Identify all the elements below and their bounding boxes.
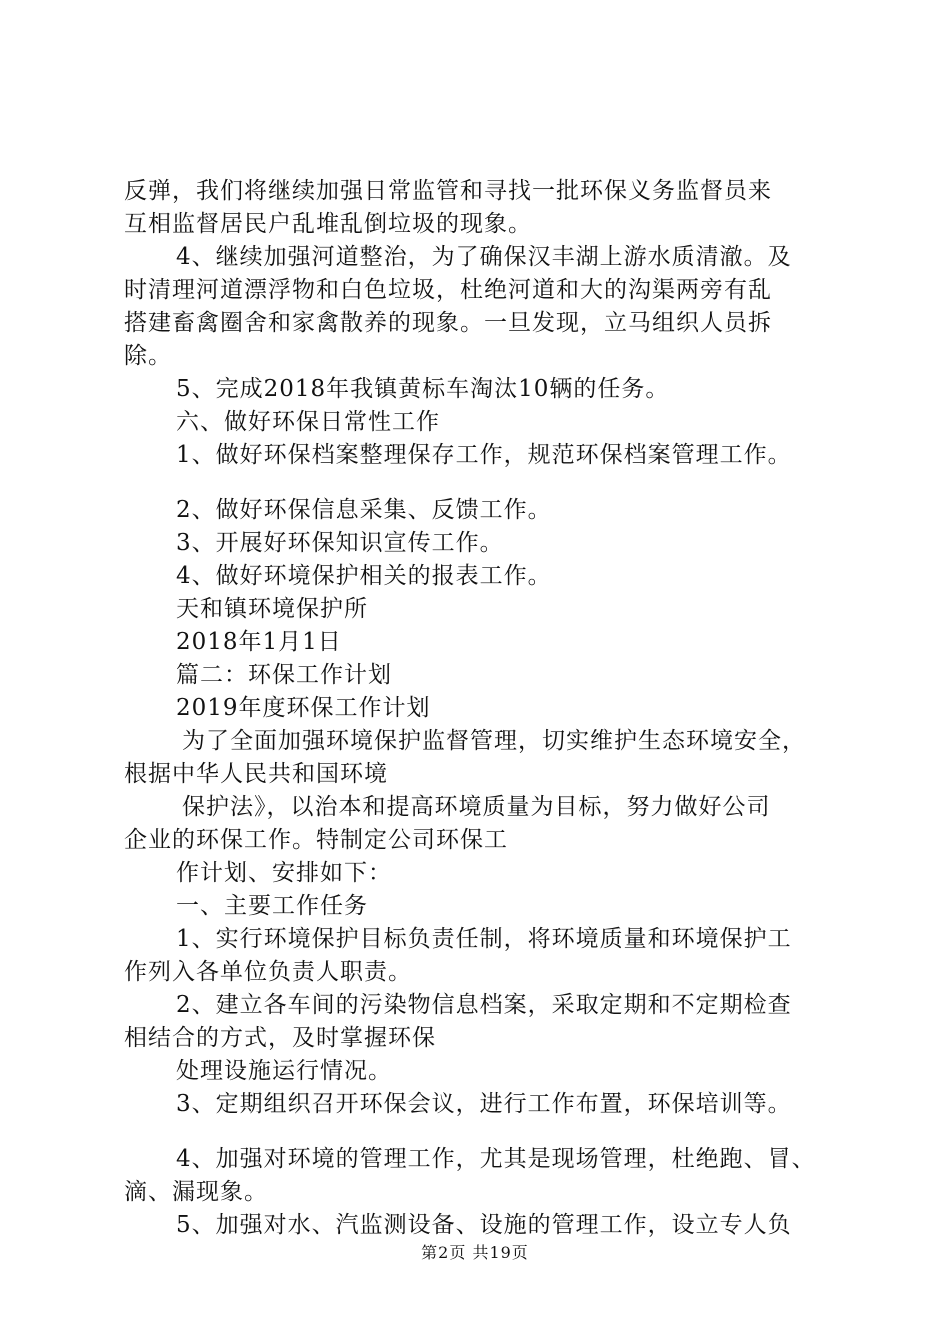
text-line: 2、做好环保信息采集、反馈工作。 [176, 497, 552, 523]
document-body [124, 175, 834, 1242]
paragraph-gap [124, 472, 834, 494]
text-line: 4、加强对环境的管理工作，尤其是现场管理，杜绝跑、冒、 [176, 1146, 816, 1172]
text-line: 5、完成2018年我镇黄标车淘汰10辆的任务。 [176, 376, 670, 402]
text-line: 企业的环保工作。特制定公司环保工 [124, 827, 508, 853]
paragraph-gap [124, 1121, 834, 1143]
text-line: 3、定期组织召开环保会议，进行工作布置，环保培训等。 [176, 1091, 792, 1117]
text-line: 5、加强对水、汽监测设备、设施的管理工作，设立专人负 [176, 1212, 792, 1238]
text-line: 根据中华人民共和国环境 [124, 761, 388, 787]
signature-organization: 天和镇环境保护所 [176, 596, 368, 622]
text-line: 反弹，我们将继续加强日常监管和寻找一批环保义务监督员来 [124, 178, 772, 204]
text-line: 除。 [124, 343, 172, 369]
text-line: 作列入各单位负责人职责。 [124, 959, 412, 985]
plan-title: 2019年度环保工作计划 [176, 695, 431, 721]
text-line: 1、做好环保档案整理保存工作，规范环保档案管理工作。 [176, 442, 792, 468]
text-line: 互相监督居民户乱堆乱倒垃圾的现象。 [124, 211, 532, 237]
text-line: 1、实行环境保护目标负责任制，将环境质量和环境保护工 [176, 926, 792, 952]
text-line: 时清理河道漂浮物和白色垃圾，杜绝河道和大的沟渠两旁有乱 [124, 277, 772, 303]
signature-date: 2018年1月1日 [176, 629, 342, 655]
text-line: 3、开展好环保知识宣传工作。 [176, 530, 504, 556]
text-line: 搭建畜禽圈舍和家禽散养的现象。一旦发现，立马组织人员拆 [124, 310, 772, 336]
text-line: 4、做好环境保护相关的报表工作。 [176, 563, 552, 589]
text-line: 滴、漏现象。 [124, 1179, 268, 1205]
text-line: 处理设施运行情况。 [176, 1058, 392, 1084]
section-heading: 一、主要工作任务 [176, 893, 368, 919]
text-line: 保护法》，以治本和提高环境质量为目标，努力做好公司 [182, 794, 771, 820]
text-line: 4、继续加强河道整治，为了确保汉丰湖上游水质清澈。及 [176, 244, 792, 270]
section-heading: 六、做好环保日常性工作 [176, 409, 440, 435]
text-line: 为了全面加强环境保护监督管理，切实维护生态环境安全， [182, 728, 806, 754]
part-heading: 篇二：环保工作计划 [176, 662, 392, 688]
text-line: 相结合的方式，及时掌握环保 [124, 1025, 436, 1051]
text-line: 作计划、安排如下： [176, 860, 392, 886]
text-line: 2、建立各车间的污染物信息档案，采取定期和不定期检查 [176, 992, 792, 1018]
page-number-footer: 第2页 共19页 [421, 1243, 529, 1262]
